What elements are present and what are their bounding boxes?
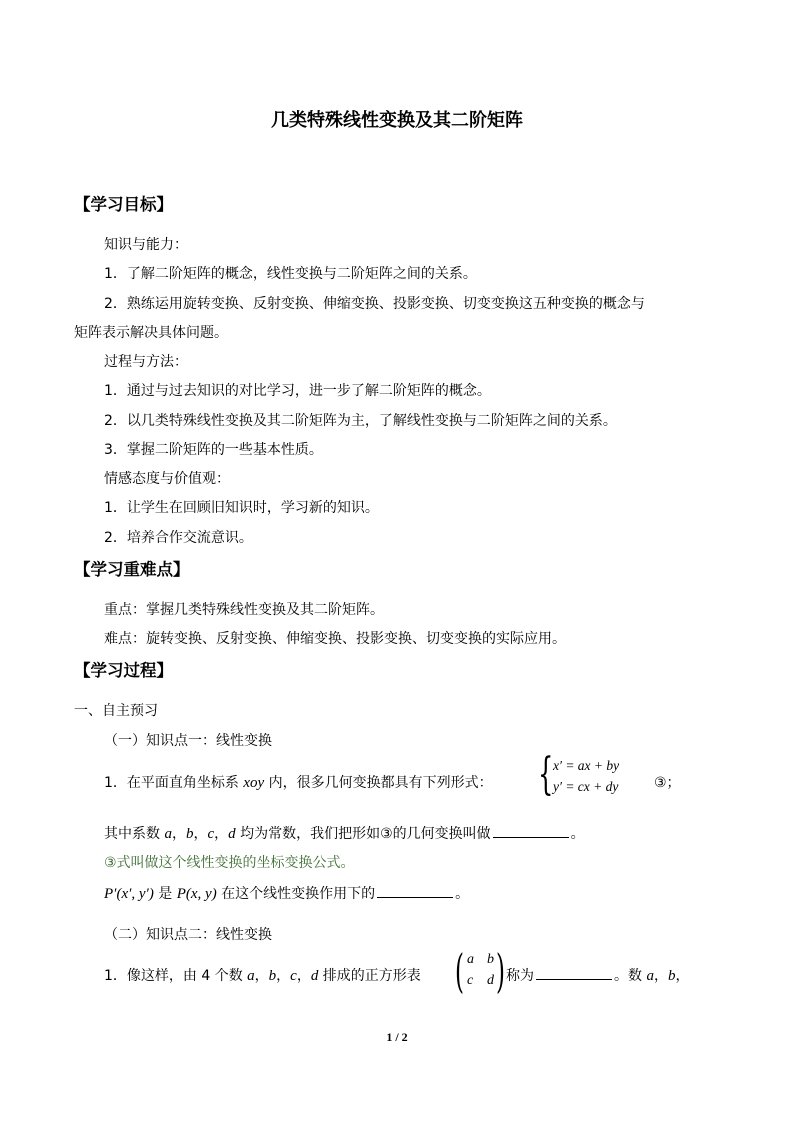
goal-item: 2．以几类特殊线性变换及其二阶矩阵为主，了解线性变换与二阶矩阵之间的关系。 xyxy=(104,413,617,429)
paragraph-line: 1．像这样，由 4 个数 a，b，c，d 排成的正方形表 xyxy=(104,968,421,984)
knowledge-point-heading: （一）知识点一：线性变换 xyxy=(104,733,272,749)
matrix-cell: a xyxy=(467,952,474,967)
right-paren-icon: ) xyxy=(496,944,505,998)
matrix-cell: d xyxy=(487,973,494,988)
left-paren-icon: ( xyxy=(455,944,464,998)
point-expression: P′(x′, y′) xyxy=(104,886,154,902)
text: 是 xyxy=(158,886,173,902)
variable: b xyxy=(268,968,277,984)
process-heading: 过程与方法： xyxy=(104,354,188,370)
text: 内，很多几何变换都具有下列形式： xyxy=(268,775,493,791)
equation-line: x′ = ax + by xyxy=(553,758,620,773)
point-expression: P(x, y) xyxy=(176,886,217,902)
variable: xoy xyxy=(243,775,265,791)
goal-item-continued: 矩阵表示解决具体问题。 xyxy=(74,325,228,341)
part-heading: 一、自主预习 xyxy=(74,703,158,719)
text: 1．像这样，由 4 个数 xyxy=(104,968,243,984)
paragraph-line: 称为 。数 a，b， xyxy=(506,965,689,985)
text: 在这个线性变换作用下的 xyxy=(221,886,376,902)
matrix-cell: b xyxy=(487,952,494,967)
emotion-heading: 情感态度与价值观： xyxy=(104,471,230,487)
equation-system xyxy=(538,749,648,800)
goal-item: 2．培养合作交流意识。 xyxy=(104,530,253,546)
goal-item: 1．通过与过去知识的对比学习，进一步了解二阶矩阵的概念。 xyxy=(104,383,491,399)
text: 其中系数 xyxy=(104,826,160,842)
section-heading-process: 【学习过程】 xyxy=(74,661,173,680)
knowledge-point-heading: （二）知识点二：线性变换 xyxy=(104,927,272,943)
section-heading-keypoints: 【学习重难点】 xyxy=(74,560,190,579)
key-point: 重点：掌握几类特殊线性变换及其二阶矩阵。 xyxy=(104,602,384,618)
page-number: 1 / 2 xyxy=(386,1030,408,1044)
variable: c xyxy=(207,826,215,842)
variable: c xyxy=(290,968,297,984)
text: 1．在平面直角坐标系 xyxy=(104,775,239,791)
paragraph-line xyxy=(104,772,493,792)
text: 。数 xyxy=(614,968,642,984)
variable: d xyxy=(228,826,236,842)
paragraph-line: P′(x′, y′) 是 P(x, y) 在这个线性变换作用下的 。 xyxy=(104,883,469,903)
fill-blank[interactable] xyxy=(377,883,453,898)
knowledge-heading: 知识与能力： xyxy=(104,237,188,253)
goal-item: 2．熟练运用旋转变换、反射变换、伸缩变换、投影变换、切变变换这五种变换的概念与 xyxy=(104,296,645,312)
paragraph-line: 其中系数 a，b，c，d 均为常数，我们把形如③的几何变换叫做 。 xyxy=(104,823,585,843)
text: 称为 xyxy=(506,968,534,984)
goal-item: 1．让学生在回顾旧知识时，学习新的知识。 xyxy=(104,500,379,516)
equation-line: y′ = cx + dy xyxy=(553,779,619,794)
variable: b xyxy=(667,968,676,984)
variable: a xyxy=(164,826,172,842)
page-title: 几类特殊线性变换及其二阶矩阵 xyxy=(271,110,523,131)
difficult-point: 难点：旋转变换、反射变换、伸缩变换、投影变换、切变变换的实际应用。 xyxy=(104,631,566,647)
matrix xyxy=(455,944,505,998)
fill-blank[interactable] xyxy=(536,965,612,980)
text: 均为常数，我们把形如③的几何变换叫做 xyxy=(240,826,491,842)
goal-item: 1．了解二阶矩阵的概念，线性变换与二阶矩阵之间的关系。 xyxy=(104,266,477,282)
fill-blank[interactable] xyxy=(493,823,569,838)
equation-mark: ③； xyxy=(654,775,681,791)
goal-item: 3．掌握二阶矩阵的一些基本性质。 xyxy=(104,442,323,458)
variable: d xyxy=(310,968,319,984)
variable: a xyxy=(646,968,654,984)
matrix-cell: c xyxy=(467,973,474,988)
brace-icon: { xyxy=(538,749,554,800)
text: 排成的正方形表 xyxy=(322,968,421,984)
variable: b xyxy=(185,826,194,842)
paragraph-line: ③式叫做这个线性变换的坐标变换公式。 xyxy=(104,855,355,871)
variable: a xyxy=(247,968,255,984)
section-heading-goals: 【学习目标】 xyxy=(74,195,173,214)
